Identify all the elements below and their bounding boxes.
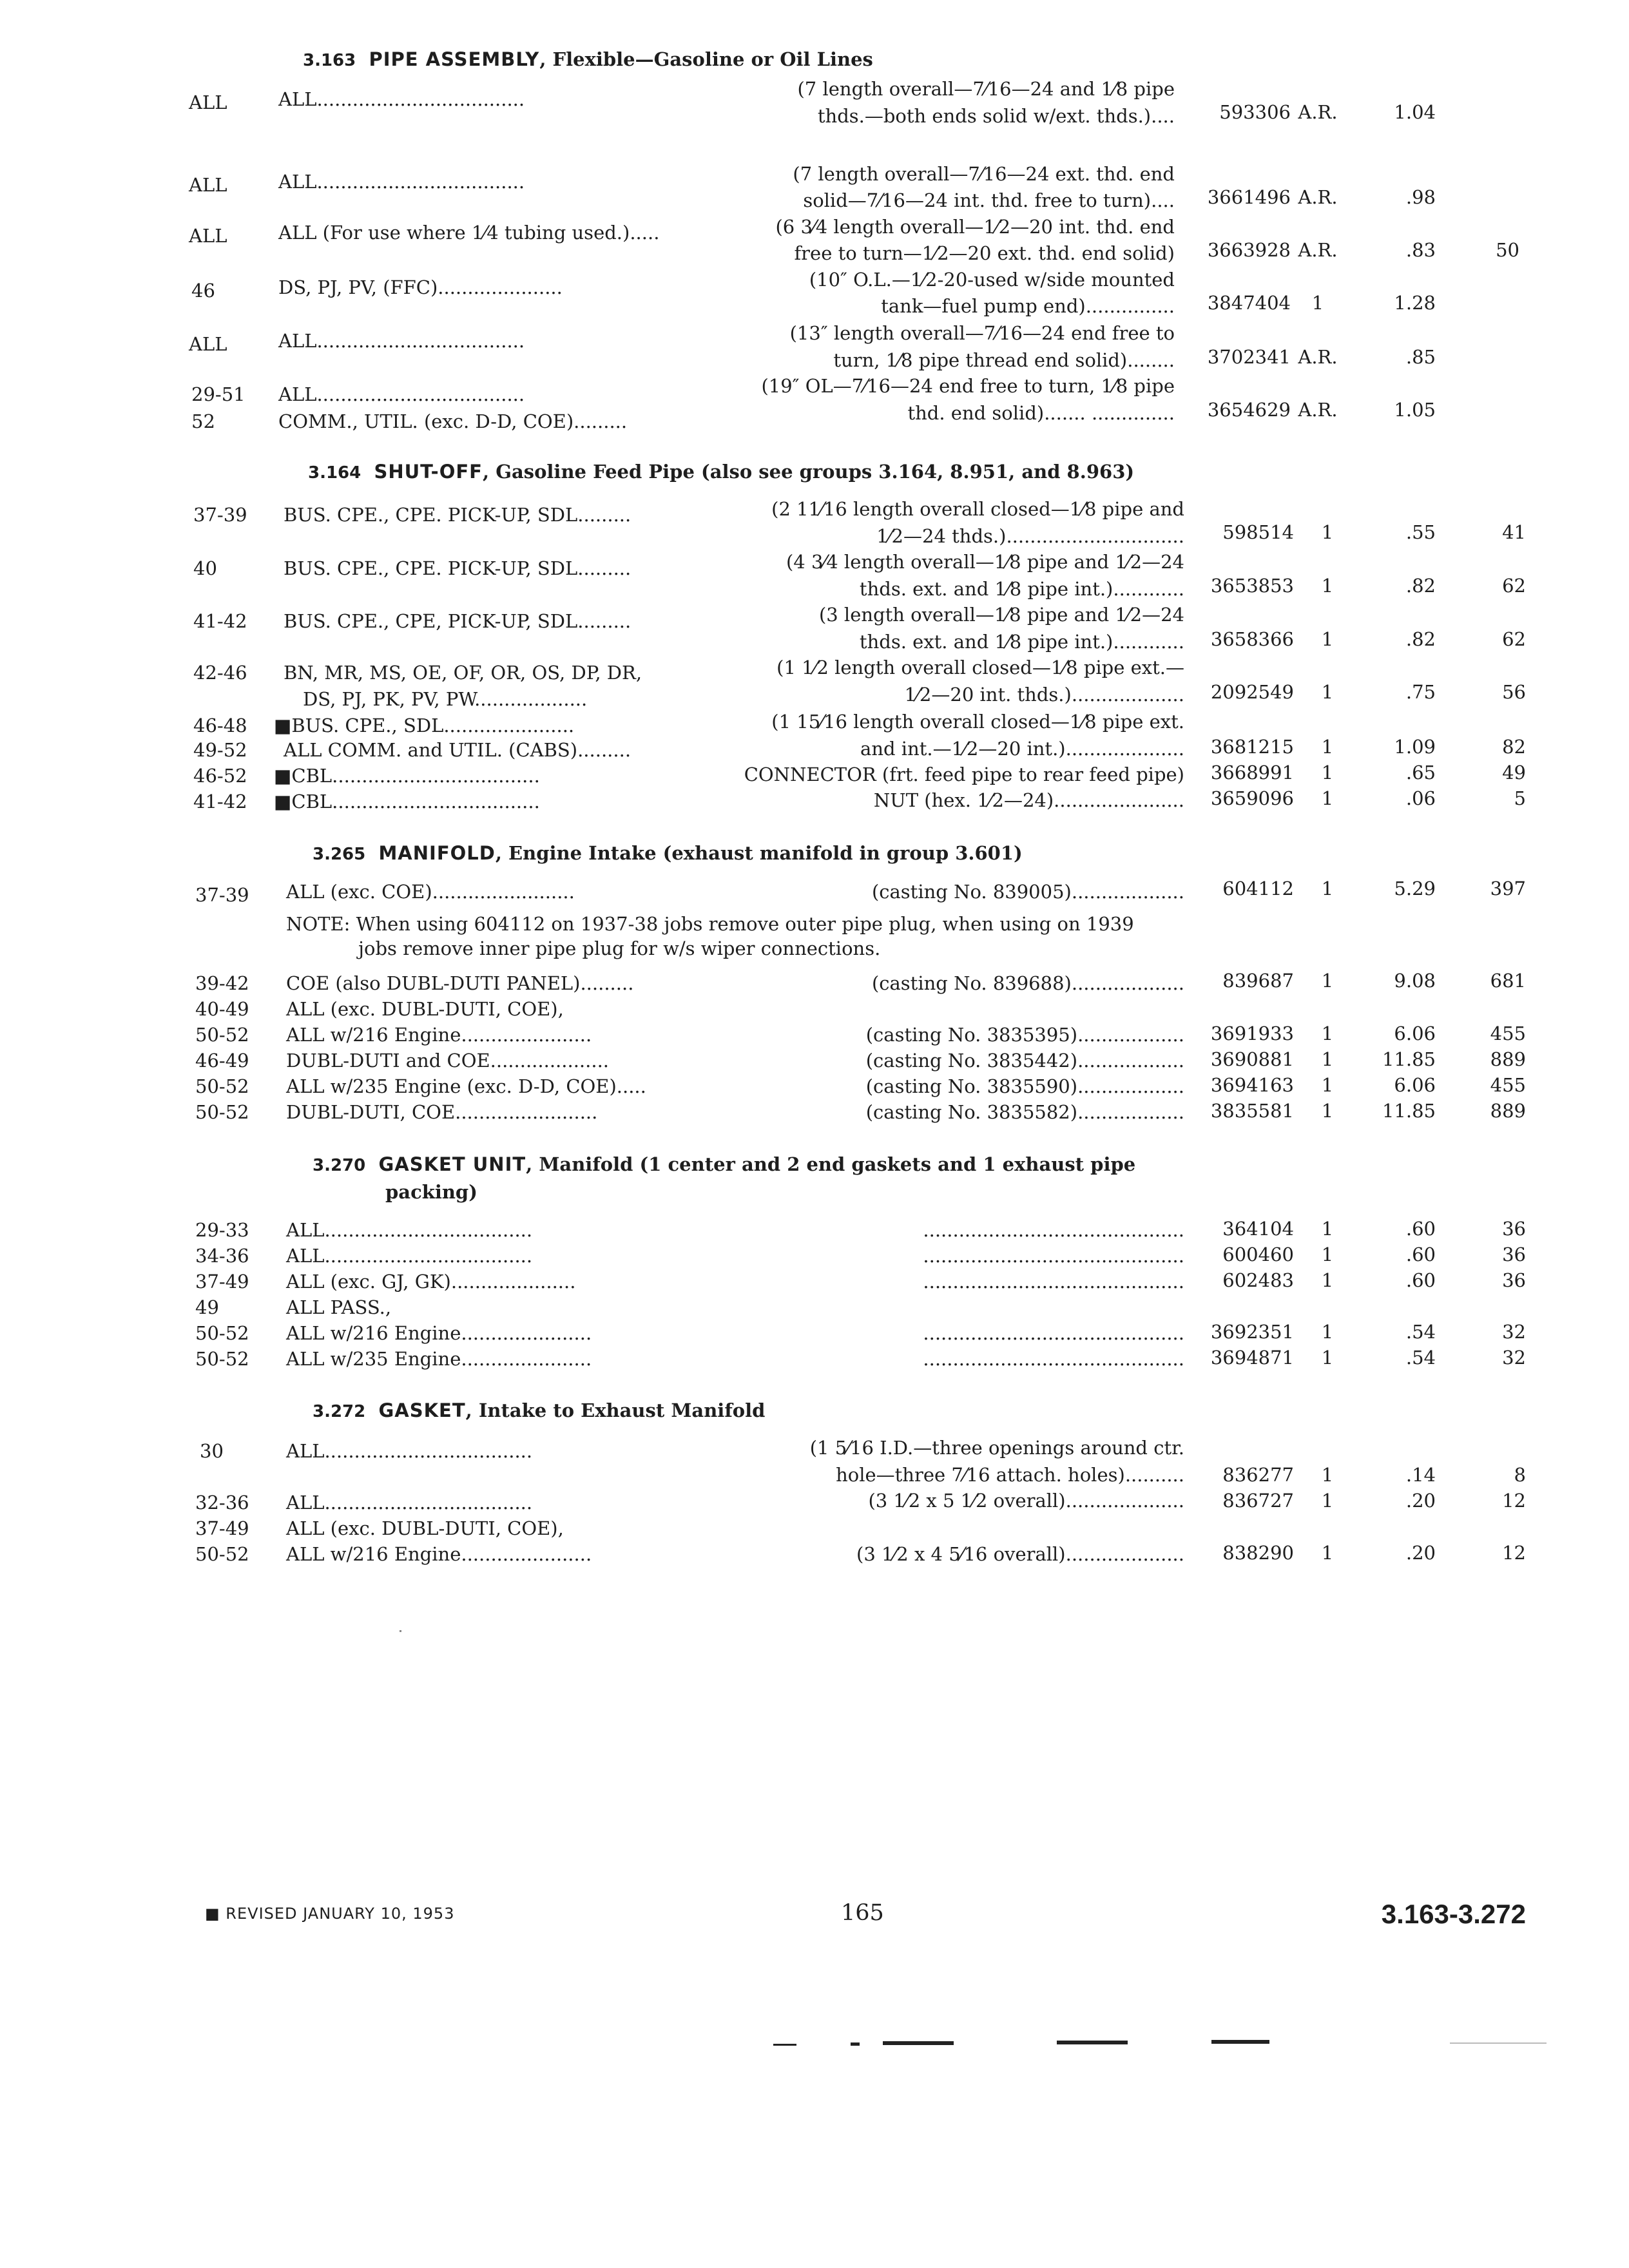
row-models: DS, PJ, PV, (FFC)..................... <box>278 276 563 298</box>
row-years-line2: 52 <box>191 410 215 432</box>
row-last-column: 36 <box>1502 1269 1526 1291</box>
row-models: ALL (For use where 1⁄4 tubing used.)..... <box>278 222 660 244</box>
row-years-line2: 49 <box>195 1296 219 1318</box>
row-years-line2: 50-52 <box>195 1543 249 1565</box>
row-qty: 1 <box>1321 1074 1334 1096</box>
row-part-number: 3694871 <box>1210 1347 1294 1369</box>
row-models: ALL................................... <box>278 330 525 352</box>
row-last-column: 455 <box>1490 1074 1526 1096</box>
row-years: 40-49 <box>195 998 249 1020</box>
row-last-column: 82 <box>1502 736 1526 758</box>
row-models-line2: ALL PASS., <box>286 1296 392 1318</box>
row-years: 41-42 <box>193 791 247 812</box>
row-desc-line2: turn, 1⁄8 pipe thread end solid)........ <box>833 349 1175 371</box>
row-price: 9.08 <box>1394 970 1436 992</box>
row-part-number: 3661496 <box>1207 186 1291 208</box>
row-models: ALL (exc. DUBL-DUTI, COE), <box>286 1517 564 1539</box>
row-years: ALL <box>189 174 227 196</box>
row-years: 50-52 <box>195 1348 249 1370</box>
row-price: .65 <box>1405 762 1436 783</box>
row-price: .82 <box>1405 628 1436 650</box>
row-desc-line1: (casting No. 3835582).................. <box>865 1101 1184 1123</box>
row-models: BUS. CPE., CPE. PICK-UP, SDL......... <box>284 557 631 579</box>
row-models: ■CBL................................... <box>274 765 540 787</box>
row-price: .60 <box>1405 1244 1436 1265</box>
row-models: BUS. CPE., CPE, PICK-UP, SDL......... <box>284 610 631 632</box>
row-qty: A.R. <box>1298 346 1338 368</box>
row-qty: 1 <box>1321 1464 1334 1486</box>
section-title: MANIFOLD <box>378 842 496 864</box>
row-price: 1.04 <box>1394 101 1436 123</box>
row-part-number: 3654629 <box>1207 399 1291 421</box>
row-price: .82 <box>1405 575 1436 597</box>
row-years-line2: 49-52 <box>193 739 247 761</box>
row-years: 41-42 <box>193 610 247 632</box>
row-desc-line1: ............................................ <box>923 1322 1184 1344</box>
row-desc-line1: (casting No. 3835442).................. <box>865 1050 1184 1072</box>
row-desc-line1: CONNECTOR (frt. feed pipe to rear feed pipe) <box>744 764 1184 785</box>
section-number: 3.164 <box>308 463 361 483</box>
row-last-column: 455 <box>1490 1023 1526 1044</box>
row-price: .55 <box>1405 521 1436 543</box>
row-qty: A.R. <box>1298 186 1338 208</box>
section-subtitle: , Manifold (1 center and 2 end gaskets and 1 exhaust pipe <box>526 1153 1136 1175</box>
row-qty: 1 <box>1321 1347 1334 1369</box>
row-years: 29-33 <box>195 1219 249 1241</box>
row-desc-line2: thds.—both ends solid w/ext. thds.).... <box>817 105 1175 127</box>
row-price: .85 <box>1405 346 1436 368</box>
row-years: 37-39 <box>193 504 247 526</box>
row-price: .54 <box>1405 1347 1436 1369</box>
row-desc-line1: (1 5⁄16 I.D.—three openings around ctr. <box>809 1437 1184 1459</box>
row-models: ALL w/216 Engine...................... <box>286 1322 592 1344</box>
row-desc-line1: ............................................ <box>923 1219 1184 1241</box>
row-price: .75 <box>1405 681 1436 703</box>
row-part-number: 3690881 <box>1210 1048 1294 1070</box>
section-subtitle: , Engine Intake (exhaust manifold in group 3.601) <box>495 842 1023 864</box>
section-title: GASKET UNIT <box>378 1153 526 1175</box>
row-models: COE (also DUBL-DUTI PANEL)......... <box>286 972 634 994</box>
section-subtitle-line2: packing) <box>385 1181 477 1203</box>
row-part-number: 2092549 <box>1210 681 1294 703</box>
row-part-number: 838290 <box>1222 1542 1294 1564</box>
row-years: 39-42 <box>195 972 249 994</box>
row-years: 46-48 <box>193 715 247 736</box>
row-qty: 1 <box>1321 970 1334 992</box>
row-desc-line1: ............................................ <box>923 1271 1184 1293</box>
section-title: PIPE ASSEMBLY <box>369 48 540 70</box>
row-models-line2: COMM., UTIL. (exc. D-D, COE)......... <box>278 410 628 432</box>
row-part-number: 836277 <box>1222 1464 1294 1486</box>
row-years: 46 <box>191 280 215 302</box>
row-part-number: 364104 <box>1222 1218 1294 1240</box>
row-desc-line2: thds. ext. and 1⁄8 pipe int.)............ <box>859 578 1184 600</box>
row-desc-line1: (casting No. 839005)................... <box>871 881 1184 903</box>
row-desc-line2: and int.—1⁄2—20 int.).................... <box>860 738 1184 760</box>
note-line1: NOTE: When using 604112 on 1937-38 jobs remove outer pipe plug, when using on 1939 <box>286 913 1134 935</box>
row-part-number: 3692351 <box>1210 1321 1294 1343</box>
row-price: 1.28 <box>1394 292 1436 314</box>
row-years: 37-49 <box>195 1517 249 1539</box>
row-part-number: 3659096 <box>1210 787 1294 809</box>
row-qty: 1 <box>1321 1321 1334 1343</box>
row-last-column: 49 <box>1502 762 1526 783</box>
row-models: ALL................................... <box>278 171 525 193</box>
section-subtitle: , Gasoline Feed Pipe (also see groups 3.164, 8.951, and 8.963) <box>483 461 1135 483</box>
section-number: 3.163 <box>303 51 356 70</box>
row-desc-line2: thds. ext. and 1⁄8 pipe int.)............ <box>859 631 1184 653</box>
row-part-number: 839687 <box>1222 970 1294 992</box>
row-last-column: 681 <box>1490 970 1526 992</box>
row-years: 42-46 <box>193 662 247 684</box>
row-part-number: 3681215 <box>1210 736 1294 758</box>
row-qty: 1 <box>1311 292 1324 314</box>
row-qty: 1 <box>1321 762 1334 783</box>
row-years: 30 <box>200 1440 224 1462</box>
row-models-line2: DS, PJ, PK, PV, PW................... <box>303 688 588 710</box>
row-qty: 1 <box>1321 628 1334 650</box>
row-part-number: 598514 <box>1222 521 1294 543</box>
scan-dot <box>400 1630 401 1632</box>
row-models-line2: ALL w/216 Engine...................... <box>286 1024 592 1046</box>
section-title: SHUT-OFF <box>374 461 483 483</box>
row-price: .20 <box>1405 1490 1436 1512</box>
row-desc-line1: (casting No. 3835395).................. <box>865 1024 1184 1046</box>
row-years: ALL <box>189 333 227 355</box>
row-last-column: 62 <box>1502 575 1526 597</box>
section-subtitle: , Flexible—Gasoline or Oil Lines <box>539 48 873 70</box>
row-desc-line1: ............................................ <box>923 1245 1184 1267</box>
row-last-column: 5 <box>1514 787 1526 809</box>
row-desc-line2: thd. end solid)....... .............. <box>907 402 1175 424</box>
row-price: .60 <box>1405 1218 1436 1240</box>
row-part-number: 3835581 <box>1210 1100 1294 1122</box>
row-part-number: 3668991 <box>1210 762 1294 783</box>
row-last-column: 36 <box>1502 1244 1526 1265</box>
row-price: 1.05 <box>1394 399 1436 421</box>
row-part-number: 593306 <box>1219 101 1291 123</box>
row-years: ALL <box>189 225 227 247</box>
scan-mark <box>1211 2040 1269 2044</box>
row-part-number: 836727 <box>1222 1490 1294 1512</box>
row-last-column: 56 <box>1502 681 1526 703</box>
scan-mark <box>851 2042 860 2046</box>
row-desc-line1: (casting No. 839688)................... <box>871 972 1184 994</box>
row-desc-line1: (3 1⁄2 x 4 5⁄16 overall).................... <box>856 1543 1184 1565</box>
row-models: ALL (exc. COE)........................ <box>286 881 575 903</box>
row-qty: 1 <box>1321 1490 1334 1512</box>
row-models: ALL w/235 Engine (exc. D-D, COE)..... <box>286 1075 646 1097</box>
row-models: ALL................................... <box>278 383 525 405</box>
row-models: ■CBL................................... <box>274 791 540 812</box>
row-last-column: 50 <box>1496 239 1519 261</box>
row-qty: A.R. <box>1298 399 1338 421</box>
row-last-column: 41 <box>1502 521 1526 543</box>
row-part-number: 600460 <box>1222 1244 1294 1265</box>
row-price: 5.29 <box>1394 878 1436 899</box>
row-part-number: 3658366 <box>1210 628 1294 650</box>
row-price: .60 <box>1405 1269 1436 1291</box>
row-price: 1.09 <box>1394 736 1436 758</box>
section-range: 3.163-3.272 <box>1381 1899 1526 1929</box>
row-desc-line2: tank—fuel pump end)............... <box>881 295 1175 317</box>
note-line2: jobs remove inner pipe plug for w/s wiper connections. <box>358 937 881 959</box>
row-qty: 1 <box>1321 1542 1334 1564</box>
row-qty: 1 <box>1321 521 1334 543</box>
row-models-line2: ALL COMM. and UTIL. (CABS)......... <box>284 739 631 761</box>
row-last-column: 32 <box>1502 1321 1526 1343</box>
row-models: ALL (exc. GJ, GK)..................... <box>286 1271 576 1293</box>
row-qty: A.R. <box>1298 239 1338 261</box>
row-price: 11.85 <box>1382 1048 1436 1070</box>
row-desc-line1: ............................................ <box>923 1348 1184 1370</box>
row-years: 46-49 <box>195 1050 249 1072</box>
row-qty: 1 <box>1321 1023 1334 1044</box>
row-price: 6.06 <box>1394 1023 1436 1044</box>
row-models: ALL................................... <box>278 88 525 110</box>
row-models: ALL................................... <box>286 1245 533 1267</box>
row-models: ALL w/235 Engine...................... <box>286 1348 592 1370</box>
row-years: 37-49 <box>195 1271 249 1293</box>
row-models: ALL................................... <box>286 1492 533 1514</box>
row-qty: 1 <box>1321 575 1334 597</box>
section-number: 3.265 <box>313 845 366 864</box>
scan-mark <box>1450 2042 1547 2044</box>
row-last-column: 12 <box>1502 1490 1526 1512</box>
row-desc-line1: (1 1⁄2 length overall closed—1⁄8 pipe ext.— <box>776 657 1184 678</box>
row-desc-line1: NUT (hex. 1⁄2—24)...................... <box>873 789 1184 811</box>
revised-date: ■ REVISED JANUARY 10, 1953 <box>205 1905 455 1923</box>
row-price: 11.85 <box>1382 1100 1436 1122</box>
row-years: 46-52 <box>193 765 247 787</box>
row-qty: 1 <box>1321 1048 1334 1070</box>
row-desc-line1: (19″ OL—7⁄16—24 end free to turn, 1⁄8 pipe <box>761 375 1175 397</box>
row-part-number: 3691933 <box>1210 1023 1294 1044</box>
row-desc-line2: solid—7⁄16—24 int. thd. free to turn).... <box>803 189 1175 211</box>
row-part-number: 3663928 <box>1207 239 1291 261</box>
row-desc-line1: (4 3⁄4 length overall—1⁄8 pipe and 1⁄2—24 <box>786 551 1184 573</box>
scan-mark <box>1057 2041 1128 2044</box>
row-last-column: 32 <box>1502 1347 1526 1369</box>
row-desc-line2: 1⁄2—24 thds.).............................. <box>876 525 1184 547</box>
scan-mark <box>883 2041 954 2045</box>
row-price: .20 <box>1405 1542 1436 1564</box>
row-qty: 1 <box>1321 1244 1334 1265</box>
section-subtitle: , Intake to Exhaust Manifold <box>465 1399 766 1421</box>
row-models: ■BUS. CPE., SDL...................... <box>274 715 575 736</box>
row-models: DUBL-DUTI and COE.................... <box>286 1050 610 1072</box>
row-last-column: 8 <box>1514 1464 1526 1486</box>
row-last-column: 62 <box>1502 628 1526 650</box>
row-part-number: 602483 <box>1222 1269 1294 1291</box>
row-price: 6.06 <box>1394 1074 1436 1096</box>
row-price: .54 <box>1405 1321 1436 1343</box>
row-price: .83 <box>1405 239 1436 261</box>
row-desc-line1: (3 1⁄2 x 5 1⁄2 overall).................... <box>868 1490 1184 1512</box>
row-models-line2: ALL w/216 Engine...................... <box>286 1543 592 1565</box>
page-number: 165 <box>841 1900 884 1926</box>
row-years: ALL <box>189 91 227 113</box>
section-number: 3.272 <box>313 1402 366 1421</box>
row-qty: 1 <box>1321 787 1334 809</box>
row-desc-line1: (2 11⁄16 length overall closed—1⁄8 pipe and <box>771 498 1184 520</box>
row-models: ALL................................... <box>286 1219 533 1241</box>
row-part-number: 3653853 <box>1210 575 1294 597</box>
row-part-number: 3702341 <box>1207 346 1291 368</box>
row-part-number: 3847404 <box>1207 292 1291 314</box>
row-years: 37-39 <box>195 884 249 906</box>
scan-mark <box>773 2044 796 2046</box>
row-desc-line1: (6 3⁄4 length overall—1⁄2—20 int. thd. end <box>775 216 1175 238</box>
section-title: GASKET <box>378 1399 466 1421</box>
row-desc-line1: (1 15⁄16 length overall closed—1⁄8 pipe ext. <box>771 711 1184 733</box>
row-desc-line1: (13″ length overall—7⁄16—24 end free to <box>789 322 1175 344</box>
row-years: 50-52 <box>195 1075 249 1097</box>
row-years: 50-52 <box>195 1322 249 1344</box>
row-years: 50-52 <box>195 1101 249 1123</box>
row-price: .98 <box>1405 186 1436 208</box>
row-qty: 1 <box>1321 1100 1334 1122</box>
row-last-column: 12 <box>1502 1542 1526 1564</box>
row-qty: 1 <box>1321 736 1334 758</box>
row-desc-line1: (10″ O.L.—1⁄2-20-used w/side mounted <box>809 269 1175 291</box>
row-qty: 1 <box>1321 1269 1334 1291</box>
row-desc-line1: (7 length overall—7⁄16—24 ext. thd. end <box>793 163 1175 185</box>
row-years: 40 <box>193 557 217 579</box>
row-desc-line1: (3 length overall—1⁄8 pipe and 1⁄2—24 <box>818 604 1184 626</box>
row-part-number: 3694163 <box>1210 1074 1294 1096</box>
row-price: .06 <box>1405 787 1436 809</box>
row-models: ALL................................... <box>286 1440 533 1462</box>
row-last-column: 36 <box>1502 1218 1526 1240</box>
row-desc-line1: (7 length overall—7⁄16—24 and 1⁄8 pipe <box>797 78 1175 100</box>
row-part-number: 604112 <box>1222 878 1294 899</box>
row-desc-line2: hole—three 7⁄16 attach. holes).......... <box>836 1464 1184 1486</box>
row-years: 32-36 <box>195 1492 249 1514</box>
row-models: BN, MR, MS, OE, OF, OR, OS, DP, DR, <box>284 662 642 684</box>
row-models: BUS. CPE., CPE. PICK-UP, SDL......... <box>284 504 631 526</box>
section-number: 3.270 <box>313 1156 366 1175</box>
row-desc-line2: free to turn—1⁄2—20 ext. thd. end solid) <box>794 242 1175 264</box>
row-qty: 1 <box>1321 681 1334 703</box>
row-qty: 1 <box>1321 878 1334 899</box>
row-years-line2: 50-52 <box>195 1024 249 1046</box>
row-qty: 1 <box>1321 1218 1334 1240</box>
row-models: ALL (exc. DUBL-DUTI, COE), <box>286 998 564 1020</box>
row-years: 29-51 <box>191 383 246 405</box>
row-years: 34-36 <box>195 1245 249 1267</box>
row-desc-line2: 1⁄2—20 int. thds.)................... <box>904 684 1184 706</box>
section-header-3-163 <box>303 50 873 69</box>
row-last-column: 889 <box>1490 1100 1526 1122</box>
section-header-3-270 <box>313 1155 1135 1174</box>
row-models: DUBL-DUTI, COE........................ <box>286 1101 598 1123</box>
row-qty: A.R. <box>1298 101 1338 123</box>
row-price: .14 <box>1405 1464 1436 1486</box>
section-header-3-164 <box>308 463 1134 481</box>
row-last-column: 889 <box>1490 1048 1526 1070</box>
row-desc-line1: (casting No. 3835590).................. <box>865 1075 1184 1097</box>
section-header-3-272 <box>313 1401 765 1420</box>
section-header-3-265 <box>313 844 1023 863</box>
row-last-column: 397 <box>1490 878 1526 899</box>
